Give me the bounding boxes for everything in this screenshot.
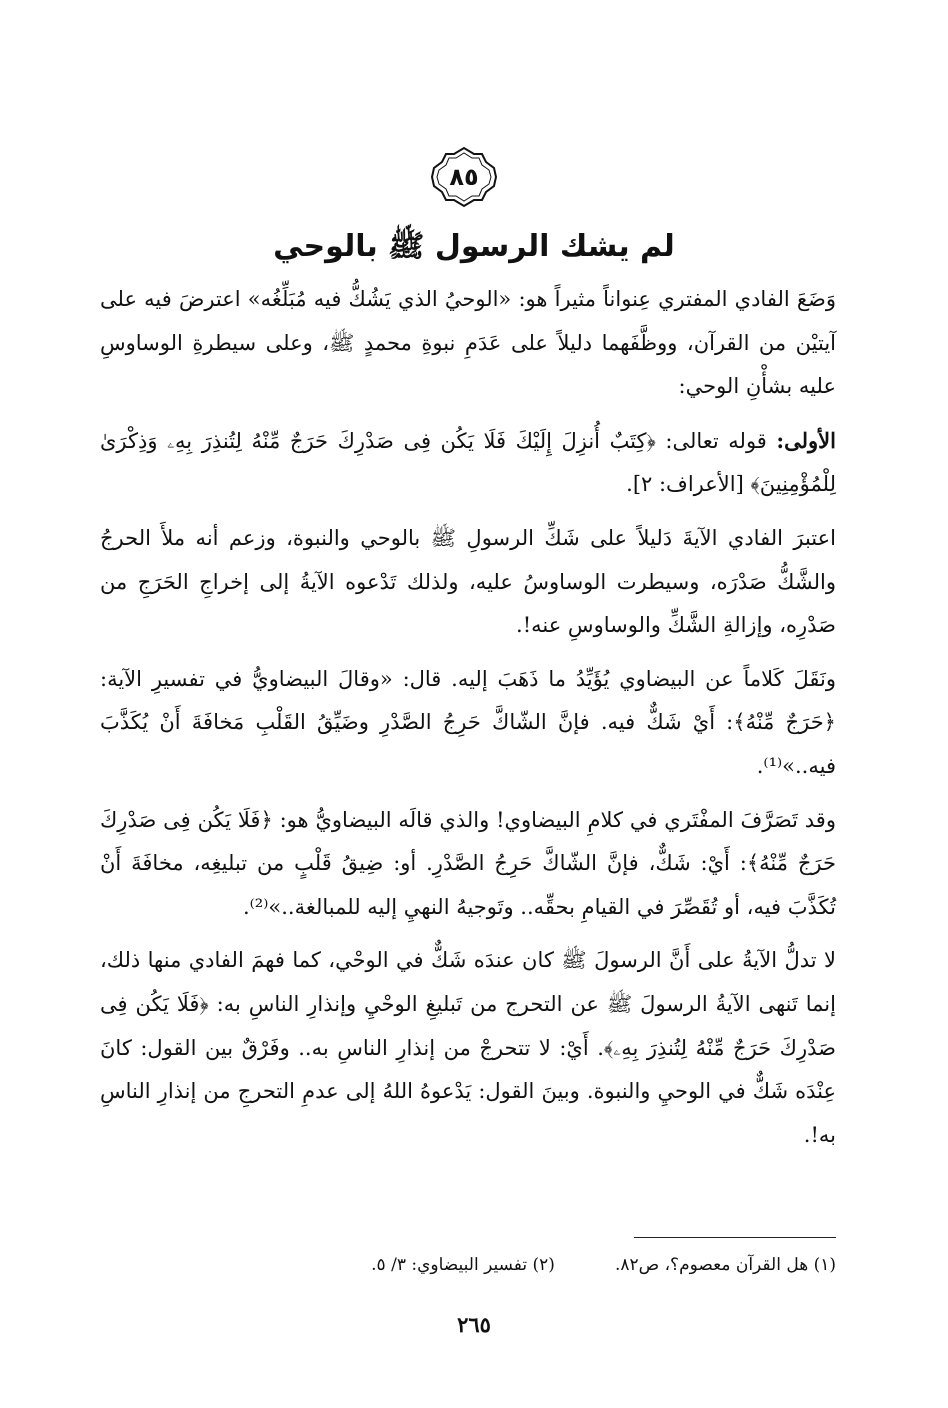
paragraph: ونَقَلَ كَلاماً عن البيضاوي يُؤَيِّدُ ما ذَهَبَ إليه. قال: «وقالَ البيضاويُّ في تفسيرِ الآية: ﴿حَرَجٌ مِّنْهُ﴾: أَيْ شَكٌّ فيه. فإنَّ الشّاكَّ حَرِجُ الصَّدْرِ وضَيِّقُ القَلْبِ مَخافَةَ أَنْ يُكَذَّبَ فيه..»⁽¹⁾. xyxy=(100,666,836,778)
footnotes xyxy=(100,1248,836,1282)
paragraph: لا تدلُّ الآيةُ على أَنَّ الرسولَ ﷺ كان عندَه شَكٌّ في الوحْي، كما فهمَ الفادي منها ذلك، إنما تَنهى الآيةُ الرسولَ ﷺ عن التحرج من تَبليغِ الوحْيِ وإنذارِ الناسِ به: ﴿فَلَا يَكُن فِى صَدْرِكَ حَرَجٌ مِّنْهُ لِتُنذِرَ بِهِۦ﴾. أَيْ: لا تتحرجْ من إنذارِ الناسِ به.. وفَرْقٌ بين القول: كانَ عِنْدَه شَكٌّ في الوحيِ والنبوة. وبينَ القول: يَدْعوهُ اللهُ إلى عدمِ التحرجِ من إنذارِ الناسِ به!. xyxy=(100,948,836,1147)
chapter-number-badge xyxy=(424,146,504,208)
footnote-divider xyxy=(634,1237,836,1238)
paragraph: وَضَعَ الفادي المفتري عِنواناً مثيراً هو: «الوحيُ الذي يَشُكُّ فيه مُبَلِّغُه» اعترضَ فيه على آيتيْن من القرآن، ووظَّفَهما دليلاً على عَدَمِ نبوةِ محمدٍ ﷺ، وعلى سيطرةِ الوساوسِ عليه بشأْنِ الوحي: xyxy=(100,287,836,399)
footnote: (٢) تفسير البيضاوي: ٣/ ٥. xyxy=(371,1255,555,1275)
paragraph: اعتبرَ الفادي الآيةَ دَليلاً على شَكِّ الرسولِ ﷺ بالوحي والنبوة، وزعم أنه ملأَ الحرجُ والشَّكُّ صَدْرَه، وسيطرت الوساوسُ عليه، ولذلك تَدْعوه الآيةُ إلى إخراجِ الحَرَجِ من صَدْرِه، وإزالةِ الشَّكِّ والوساوسِ عنه!. xyxy=(100,525,836,638)
body-text xyxy=(100,278,836,1157)
paragraph-lead: الأولى: xyxy=(776,427,836,453)
paragraph xyxy=(100,419,836,507)
paragraph: وقد تَصَرَّفَ المفْتَري في كلامِ البيضاوي! والذي قالَه البيضاويُّ هو: ﴿فَلَا يَكُن فِى صَدْرِكَ حَرَجٌ مِّنْهُ﴾: أَيْ: شَكٌّ، فإنَّ الشّاكَّ حَرِجُ الصَّدْرِ. أو: ضِيقُ قَلْبٍ من تبليغِه، مخافَةَ أَنْ تُكَذَّبَ فيه، أو تُقَصِّرَ في القيامِ بحقِّه.. وتَوجيهُ النهيِ إليه للمبالغة..»⁽²⁾. xyxy=(100,807,836,919)
paragraph-text: قوله تعالى: ﴿كِتَبٌ أُنزِلَ إِلَيْكَ فَلَا يَكُن فِى صَدْرِكَ حَرَجٌ مِّنْهُ لِتُنذِرَ بِهِۦ وَذِكْرَىٰ لِلْمُؤْمِنِينَ﴾ [الأعراف: ٢]. xyxy=(100,428,836,497)
footnote: (١) هل القرآن معصوم؟، ص٨٢. xyxy=(614,1255,836,1275)
chapter-number: ٨٥ xyxy=(449,163,479,191)
page-number: ٢٦٥ xyxy=(457,1312,491,1337)
chapter-title: لم يشك الرسول ﷺ بالوحي xyxy=(273,229,675,264)
